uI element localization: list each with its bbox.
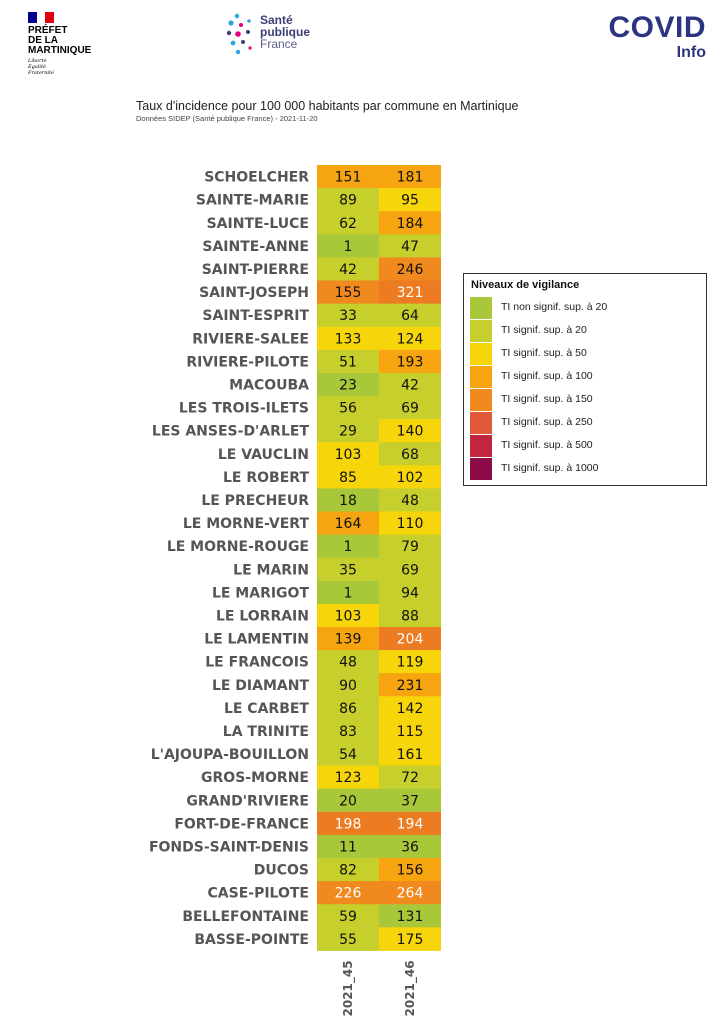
row-label: SAINTE-MARIE bbox=[195, 192, 309, 209]
chart-subtitle: Données SIDEP (Santé publique France) - 2021-11-20 bbox=[136, 114, 318, 123]
cell-value-label: 64 bbox=[401, 308, 419, 325]
cell-value-label: 18 bbox=[339, 492, 357, 509]
cell-value-label: 142 bbox=[396, 700, 424, 717]
cell-value-label: 184 bbox=[396, 215, 424, 232]
cell-value-label: 115 bbox=[396, 723, 424, 740]
cell-value-label: 198 bbox=[334, 816, 362, 833]
row-label: SCHOELCHER bbox=[204, 169, 309, 186]
cell-value-label: 33 bbox=[339, 308, 357, 325]
row-label: RIVIERE-SALEE bbox=[192, 331, 309, 348]
cell-value-label: 23 bbox=[339, 377, 357, 394]
cell-value-label: 55 bbox=[339, 931, 357, 948]
row-label: LE MARIGOT bbox=[211, 585, 309, 602]
cell-value-label: 90 bbox=[339, 677, 357, 694]
cell-value-label: 231 bbox=[396, 677, 424, 694]
legend-swatch bbox=[470, 366, 492, 388]
row-label: GRAND'RIVIERE bbox=[186, 793, 309, 810]
legend-label: TI signif. sup. à 500 bbox=[501, 439, 593, 451]
row-label: LA TRINITE bbox=[222, 723, 309, 740]
cell-value-label: 42 bbox=[401, 377, 419, 394]
legend-item bbox=[470, 297, 700, 319]
legend-label: TI signif. sup. à 20 bbox=[501, 324, 587, 336]
cell-value-label: 20 bbox=[339, 793, 357, 810]
cell-value-label: 69 bbox=[401, 400, 419, 417]
cell-value-label: 68 bbox=[401, 446, 419, 463]
covid-logo-subtitle: Info bbox=[676, 44, 706, 61]
cell-value-label: 82 bbox=[339, 862, 357, 879]
covid-logo-title: COVID bbox=[608, 11, 706, 44]
cell-value-label: 131 bbox=[396, 908, 424, 925]
row-label: SAINTE-LUCE bbox=[206, 215, 309, 232]
row-label: LE PRECHEUR bbox=[201, 492, 309, 509]
cell-value-label: 119 bbox=[396, 654, 424, 671]
cell-value-label: 42 bbox=[339, 261, 357, 278]
row-label: LE FRANCOIS bbox=[205, 654, 309, 671]
cell-value-label: 89 bbox=[339, 192, 357, 209]
legend-label: TI non signif. sup. à 20 bbox=[501, 301, 608, 313]
legend-item bbox=[470, 412, 700, 434]
row-label: DUCOS bbox=[253, 862, 309, 879]
cell-value-label: 321 bbox=[396, 285, 424, 302]
row-label: LE MORNE-ROUGE bbox=[166, 539, 309, 556]
row-label: SAINT-ESPRIT bbox=[202, 308, 309, 325]
row-label: LES TROIS-ILETS bbox=[178, 400, 309, 417]
row-label: LES ANSES-D'ARLET bbox=[151, 423, 309, 440]
cell-value-label: 54 bbox=[339, 747, 357, 764]
cell-value-label: 72 bbox=[401, 770, 419, 787]
column-tick-label: 2021_46 bbox=[403, 960, 417, 1017]
cell-value-label: 103 bbox=[334, 608, 362, 625]
row-label: LE DIAMANT bbox=[211, 677, 309, 694]
cell-value-label: 151 bbox=[334, 169, 362, 186]
cell-value-label: 1 bbox=[343, 585, 353, 602]
legend-swatch bbox=[470, 389, 492, 411]
legend-swatch bbox=[470, 297, 492, 319]
row-label: LE LORRAIN bbox=[215, 608, 309, 625]
row-label: LE VAUCLIN bbox=[217, 446, 309, 463]
motto-line-2: Égalité bbox=[28, 64, 46, 70]
cell-value-label: 103 bbox=[334, 446, 362, 463]
row-label: RIVIERE-PILOTE bbox=[186, 354, 309, 371]
motto-line-3: Fraternité bbox=[28, 70, 54, 76]
legend-swatch bbox=[470, 412, 492, 434]
motto-line-1: Liberté bbox=[28, 58, 47, 64]
cell-value-label: 124 bbox=[396, 331, 424, 348]
row-label: FONDS-SAINT-DENIS bbox=[148, 839, 309, 856]
legend-item bbox=[470, 320, 700, 342]
cell-value-label: 83 bbox=[339, 723, 357, 740]
cell-value-label: 59 bbox=[339, 908, 357, 925]
spf-line-1: Santé bbox=[260, 13, 293, 27]
row-label: FORT-DE-FRANCE bbox=[174, 816, 309, 833]
prefet-line-2: DE LA bbox=[28, 35, 58, 46]
legend-item bbox=[470, 389, 700, 411]
cell-value-label: 139 bbox=[334, 631, 362, 648]
cell-value-label: 102 bbox=[396, 469, 424, 486]
legend-label: TI signif. sup. à 1000 bbox=[501, 462, 599, 474]
row-label: L'AJOUPA-BOUILLON bbox=[150, 747, 309, 764]
cell-value-label: 51 bbox=[339, 354, 357, 371]
row-label: GROS-MORNE bbox=[201, 770, 309, 787]
cell-value-label: 194 bbox=[396, 816, 424, 833]
cell-value-label: 11 bbox=[339, 839, 357, 856]
legend-item bbox=[470, 343, 700, 365]
cell-value-label: 156 bbox=[396, 862, 424, 879]
legend-swatch bbox=[470, 458, 492, 480]
legend-swatch bbox=[470, 343, 492, 365]
cell-value-label: 133 bbox=[334, 331, 362, 348]
legend bbox=[463, 273, 707, 486]
chart-title: Taux d'incidence pour 100 000 habitants par commune en Martinique bbox=[136, 99, 519, 113]
cell-value-label: 264 bbox=[396, 885, 424, 902]
cell-value-label: 37 bbox=[401, 793, 419, 810]
row-label: MACOUBA bbox=[229, 377, 309, 394]
cell-value-label: 36 bbox=[401, 839, 419, 856]
cell-value-label: 85 bbox=[339, 469, 357, 486]
spf-line-2: publique bbox=[260, 25, 310, 39]
legend-item bbox=[470, 435, 700, 457]
cell-value-label: 48 bbox=[339, 654, 357, 671]
prefet-line-3: MARTINIQUE bbox=[28, 45, 92, 56]
row-label: BELLEFONTAINE bbox=[182, 908, 309, 925]
cell-value-label: 246 bbox=[396, 261, 424, 278]
cell-value-label: 88 bbox=[401, 608, 419, 625]
legend-label: TI signif. sup. à 250 bbox=[501, 416, 593, 428]
row-label: SAINT-PIERRE bbox=[201, 261, 309, 278]
cell-value-label: 35 bbox=[339, 562, 357, 579]
row-label: BASSE-POINTE bbox=[194, 931, 309, 948]
cell-value-label: 110 bbox=[396, 516, 424, 533]
prefet-line-1: PRÉFET bbox=[28, 25, 68, 36]
row-label: LE CARBET bbox=[223, 700, 309, 717]
legend-swatch bbox=[470, 435, 492, 457]
cell-value-label: 181 bbox=[396, 169, 424, 186]
legend-item bbox=[470, 366, 700, 388]
legend-label: TI signif. sup. à 150 bbox=[501, 393, 593, 405]
row-label: SAINTE-ANNE bbox=[202, 238, 309, 255]
cell-value-label: 204 bbox=[396, 631, 424, 648]
legend-label: TI signif. sup. à 100 bbox=[501, 370, 593, 382]
cell-value-label: 69 bbox=[401, 562, 419, 579]
legend-item bbox=[470, 458, 700, 480]
cell-value-label: 29 bbox=[339, 423, 357, 440]
cell-value-label: 140 bbox=[396, 423, 424, 440]
cell-value-label: 86 bbox=[339, 700, 357, 717]
cell-value-label: 175 bbox=[396, 931, 424, 948]
spf-line-3: France bbox=[260, 37, 298, 51]
row-label: LE MORNE-VERT bbox=[182, 516, 309, 533]
cell-value-label: 123 bbox=[334, 770, 362, 787]
cell-value-label: 193 bbox=[396, 354, 424, 371]
row-label: LE LAMENTIN bbox=[204, 631, 309, 648]
cell-value-label: 1 bbox=[343, 238, 353, 255]
column-tick-label: 2021_45 bbox=[341, 960, 355, 1017]
cell-value-label: 95 bbox=[401, 192, 419, 209]
row-label: LE ROBERT bbox=[223, 469, 309, 486]
cell-value-label: 47 bbox=[401, 238, 419, 255]
cell-value-label: 226 bbox=[334, 885, 362, 902]
legend-title: Niveaux de vigilance bbox=[471, 279, 580, 291]
cell-value-label: 94 bbox=[401, 585, 419, 602]
cell-value-label: 48 bbox=[401, 492, 419, 509]
legend-swatch bbox=[470, 320, 492, 342]
cell-value-label: 164 bbox=[334, 516, 362, 533]
cell-value-label: 155 bbox=[334, 285, 362, 302]
cell-value-label: 161 bbox=[396, 747, 424, 764]
row-label: LE MARIN bbox=[233, 562, 309, 579]
row-label: CASE-PILOTE bbox=[207, 885, 309, 902]
cell-value-label: 56 bbox=[339, 400, 357, 417]
cell-value-label: 79 bbox=[401, 539, 419, 556]
row-label: SAINT-JOSEPH bbox=[199, 285, 309, 302]
legend-label: TI signif. sup. à 50 bbox=[501, 347, 587, 359]
cell-value-label: 1 bbox=[343, 539, 353, 556]
cell-value-label: 62 bbox=[339, 215, 357, 232]
